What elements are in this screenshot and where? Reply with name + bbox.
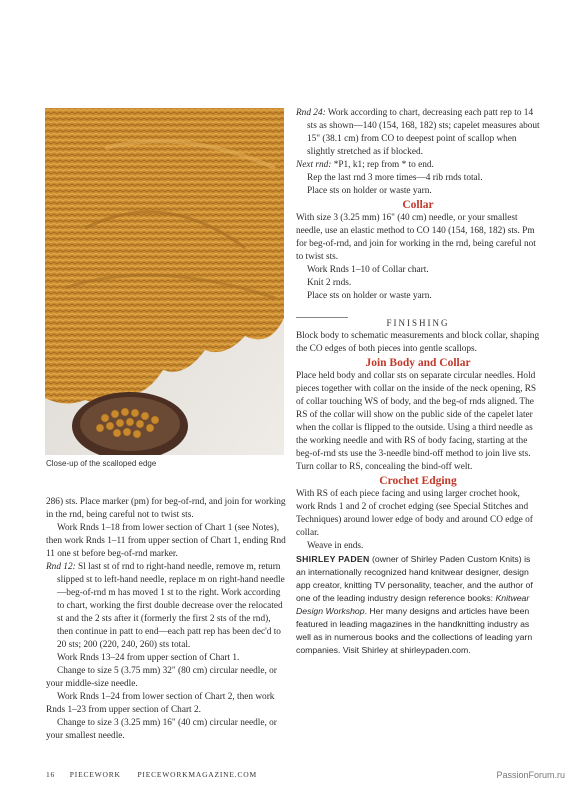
left-paragraph-text: Change to size 3 (3.25 mm) 16" (40 cm) circular needle, or your smallest needle.	[46, 718, 277, 741]
knitted-scallop-photo	[45, 108, 284, 455]
collar-knit-text: Knit 2 rnds.	[307, 278, 352, 288]
left-paragraph-text: Work Rnds 1–18 from lower section of Chart 1 (see Notes), then work Rnds 1–11 from upper section of Chart 1, ending Rnd 11 one st before beg-of-rnd marker.	[46, 523, 286, 559]
left-paragraph	[46, 717, 286, 743]
left-paragraph	[46, 652, 286, 665]
rnd-24-text: Work according to chart, decreasing each patt rep to 14 sts as shown—140 (154, 168, 182) sts; capelet measures about 15" (38.1 cm) from CO to deepest point of scallop when slightly stretched as if blocked.	[307, 108, 540, 157]
magazine-name: PIECEWORK	[69, 770, 121, 779]
left-paragraph-text: 286) sts. Place marker (pm) for beg-of-rnd, and join for working in the rnd, being careful not to twist sts.	[46, 497, 286, 520]
collar-text: With size 3 (3.25 mm) 16" (40 cm) needle, or your smallest needle, use an elastic method to CO 140 (154, 168, 182) sts. Pm for beg-of-rnd, and join for working in the rnd, being careful not to twist sts.	[296, 213, 536, 262]
photo-caption: Close-up of the scalloped edge	[46, 459, 157, 468]
repeat-text: Rep the last rnd 3 more times—4 rib rnds total.	[307, 173, 483, 183]
book-title: Knitwear Design Workshop	[296, 593, 530, 616]
page-number: 16	[46, 770, 56, 779]
finishing-heading-text: FINISHING	[386, 318, 450, 328]
weave-text: Weave in ends.	[307, 541, 364, 551]
left-paragraph	[46, 665, 286, 691]
rnd-24-label: Rnd 24:	[296, 108, 326, 118]
page-footer	[46, 770, 257, 779]
author-bio	[296, 553, 540, 657]
left-paragraph	[46, 691, 286, 717]
crochet-heading: Crochet Edging	[379, 475, 457, 487]
next-rnd-paragraph	[296, 159, 540, 172]
right-column	[296, 107, 540, 657]
finishing-heading	[296, 317, 540, 330]
finishing-rule	[296, 317, 348, 318]
left-paragraph	[46, 561, 286, 652]
place-holder-text-1: Place sts on holder or waste yarn.	[307, 186, 432, 196]
next-rnd-label: Next rnd:	[296, 160, 332, 170]
watermark: PassionForum.ru	[496, 770, 565, 780]
bio-text-1: (owner of Shirley Paden Custom Knits) is an internationally recognized hand knitwear designer, design app creator, knitting TV personality, teacher, and the author of one of the leading industry design reference books:	[296, 554, 533, 603]
left-paragraph-text: Sl last st of rnd to right-hand needle, remove m, return slipped st to left-hand needle, replace m on right-hand needle—beg-of-rnd m has moved 1 st to the right. Work according to chart, working the first double decrease over the relocated st and the 2 sts after it (formerly the first 2 sts of the rnd), then continue in patt to end—each patt rep has been dec'd to 20 sts; 200 (220, 240, 260) sts total.	[57, 562, 285, 650]
crochet-text: With RS of each piece facing and using larger crochet hook, work Rnds 1 and 2 of crochet edging (see Special Stitches and Techniques) around lower edge of body and around CO edge of collar.	[296, 489, 533, 538]
place-holder-text-2: Place sts on holder or waste yarn.	[307, 291, 432, 301]
left-paragraph	[46, 522, 286, 561]
left-paragraph	[46, 496, 286, 522]
left-paragraph-text: Work Rnds 13–24 from upper section of Chart 1.	[57, 653, 240, 663]
rnd-24-paragraph	[296, 107, 540, 159]
bio-text-2: . Her many designs and articles have been featured in leading magazines in the handknitting industry as well as in numerous books and the collections of leading yarn companies. Visit Shirley at shirleypaden.com.	[296, 606, 533, 655]
magazine-url: PIECEWORKMAGAZINE.COM	[137, 770, 257, 779]
author-name: SHIRLEY PADEN	[296, 554, 370, 564]
next-rnd-text: *P1, k1; rep from * to end.	[331, 160, 434, 170]
collar-work-text: Work Rnds 1–10 of Collar chart.	[307, 265, 429, 275]
join-heading: Join Body and Collar	[365, 357, 471, 369]
collar-heading: Collar	[402, 199, 434, 211]
left-paragraph-text: Change to size 5 (3.75 mm) 32" (80 cm) circular needle, or your middle-size needle.	[46, 666, 277, 689]
left-paragraph-text: Work Rnds 1–24 from lower section of Chart 2, then work Rnds 1–23 from upper section of Chart 2.	[46, 692, 275, 715]
finishing-text: Block body to schematic measurements and block collar, shaping the CO edges of both pieces into gentle scallops.	[296, 331, 540, 354]
rnd-label: Rnd 12:	[46, 562, 76, 572]
left-column	[46, 496, 286, 743]
join-text: Place held body and collar sts on separate circular needles. Hold pieces together with collar on the inside of the neck opening, RS of collar touching WS of body, and the beg-of rnds aligned. The RS of the collar will show on the public side of the capelet later when the collar is flipped to the outside. Using a third needle as the working needle and with RS of body facing, starting at the beg-of-rnd sts use the 3-needle bind-off method to join live sts. Turn collar to RS, concealing the bind-off welt.	[296, 371, 537, 472]
